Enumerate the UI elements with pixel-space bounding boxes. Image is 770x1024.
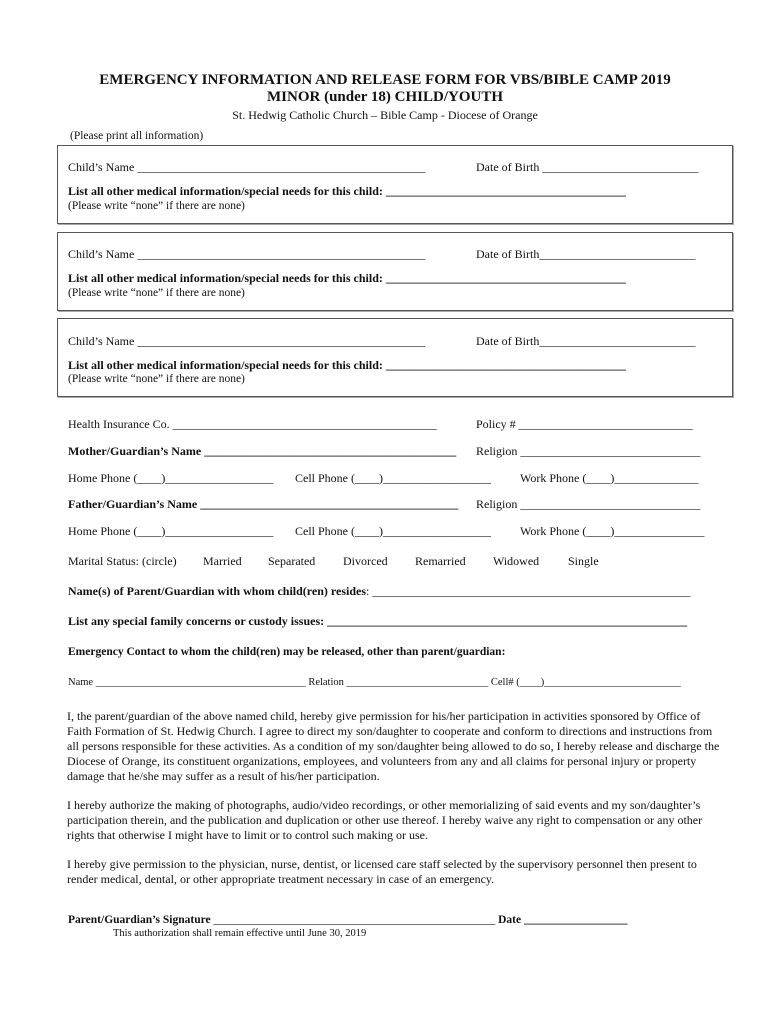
form-title-line2: MINOR (under 18) CHILD/YOUTH	[267, 89, 503, 105]
marital-option-separated[interactable]: Separated	[268, 554, 316, 568]
marital-status-label: Marital Status: (circle)	[68, 554, 177, 568]
concerns-label: List any special family concerns or custody issues:	[68, 614, 325, 628]
resides-line[interactable]: : _____________________________________________________	[366, 584, 691, 598]
signature-label: Parent/Guardian’s Signature	[68, 914, 211, 926]
marital-option-remarried[interactable]: Remarried	[415, 554, 466, 568]
print-note: (Please print all information)	[70, 130, 204, 142]
mother-work-phone-field[interactable]: Work Phone (____)______________	[520, 471, 699, 485]
authorization-note: This authorization shall remain effective until June 30, 2019	[113, 928, 367, 939]
resides-row[interactable]	[68, 584, 690, 599]
health-insurance-field[interactable]: Health Insurance Co. ____________________________________________	[68, 417, 437, 431]
child-medical-field[interactable]: List all other medical information/special needs for this child: ________________________________________	[68, 358, 626, 372]
signature-row[interactable]	[68, 914, 627, 926]
father-name-field[interactable]: Father/Guardian’s Name ___________________________________________	[68, 497, 459, 511]
release-paragraph: I, the parent/guardian of the above named child, hereby give permission for his/her participation in activities sponsored by Office of Faith Formation of St. Hedwig Church. I agree to direct my son/daughter to cooperate and conform to directions and instructions from all persons responsible for these activities. As a condition of my son/daughter being allowed to do so, I hereby release and discharge the Diocese of Orange, its constituent organizations, employees, and volunteers from any and all claims for personal injury or property damage that he/she may suffer as a result of his/her participation.	[67, 709, 720, 783]
child-name-field[interactable]: Child’s Name ________________________________________________	[68, 334, 426, 348]
form-title-line1: EMERGENCY INFORMATION AND RELEASE FORM FOR VBS/BIBLE CAMP 2019	[99, 72, 671, 88]
mother-religion-field[interactable]: Religion ______________________________	[476, 444, 701, 458]
emergency-contact-fields[interactable]: Name ________________________________________ Relation ___________________________ Cell# (____)__________________________	[68, 677, 681, 688]
mother-name-field[interactable]: Mother/Guardian’s Name __________________________________________	[68, 444, 457, 458]
none-note: (Please write “none” if there are none)	[68, 200, 245, 212]
policy-field[interactable]: Policy # _____________________________	[476, 417, 693, 431]
father-cell-phone-field[interactable]: Cell Phone (____)__________________	[295, 524, 491, 538]
father-home-phone-field[interactable]: Home Phone (____)__________________	[68, 524, 274, 538]
mother-home-phone-field[interactable]: Home Phone (____)__________________	[68, 471, 274, 485]
marital-option-divorced[interactable]: Divorced	[343, 554, 388, 568]
child-dob-field[interactable]: Date of Birth __________________________	[476, 160, 699, 174]
child-dob-field[interactable]: Date of Birth__________________________	[476, 247, 696, 261]
child-medical-field[interactable]: List all other medical information/special needs for this child: ________________________________________	[68, 271, 626, 285]
concerns-line[interactable]: ____________________________________________________________	[324, 614, 688, 628]
form-subtitle: St. Hedwig Catholic Church – Bible Camp - Diocese of Orange	[232, 108, 538, 122]
none-note: (Please write “none” if there are none)	[68, 287, 245, 299]
marital-option-single[interactable]: Single	[568, 554, 599, 568]
date-field[interactable]: Date __________________	[495, 914, 628, 926]
emergency-contact-heading: Emergency Contact to whom the child(ren) may be released, other than parent/guardian:	[68, 646, 506, 658]
child-name-field[interactable]: Child’s Name ________________________________________________	[68, 247, 426, 261]
child-medical-field[interactable]: List all other medical information/special needs for this child: ________________________________________	[68, 184, 626, 198]
concerns-row[interactable]	[68, 614, 687, 629]
father-work-phone-field[interactable]: Work Phone (____)_______________	[520, 524, 705, 538]
mother-cell-phone-field[interactable]: Cell Phone (____)__________________	[295, 471, 491, 485]
media-paragraph: I hereby authorize the making of photographs, audio/video recordings, or other memorializing of said events and my son/daughter’s participation therein, and the publication and duplication or other use thereof. I hereby waive any right to compensation or any other rights that otherwise I might have to limit or to control such making or use.	[67, 798, 703, 842]
resides-label: Name(s) of Parent/Guardian with whom child(ren) resides	[68, 584, 366, 598]
child-name-field[interactable]: Child’s Name ________________________________________________	[68, 160, 426, 174]
medical-paragraph: I hereby give permission to the physician, nurse, dentist, or licensed care staff selected by the supervisory personnel then present to render medical, dental, or other appropriate treatment necessary in case of an emergency.	[67, 857, 697, 886]
none-note: (Please write “none” if there are none)	[68, 373, 245, 385]
father-religion-field[interactable]: Religion ______________________________	[476, 497, 701, 511]
signature-line[interactable]: _________________________________________________	[210, 914, 496, 926]
child-dob-field[interactable]: Date of Birth__________________________	[476, 334, 696, 348]
marital-option-widowed[interactable]: Widowed	[493, 554, 540, 568]
marital-option-married[interactable]: Married	[203, 554, 242, 568]
